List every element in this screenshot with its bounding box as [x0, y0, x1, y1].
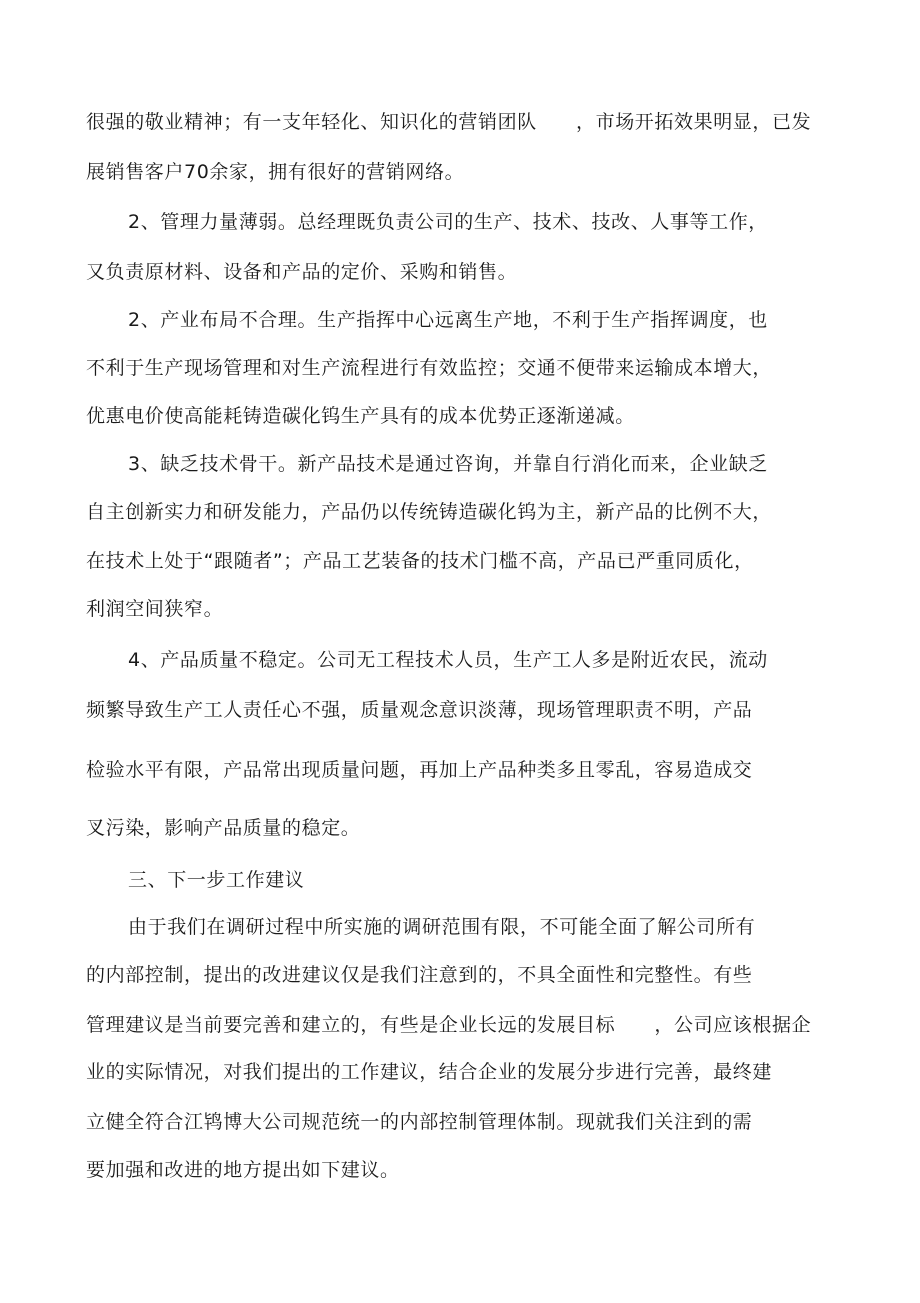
text-line: 2、管理力量薄弱。总经理既负责公司的生产、技术、技改、人事等工作， — [128, 211, 768, 233]
text-line: 立健全符合江鸨博大公司规范统一的内部控制管理体制。现就我们关注到的需 — [86, 1111, 753, 1133]
section-heading: 三、下一步工作建议 — [128, 869, 305, 891]
text-line: 叉污染，影响产品质量的稳定。 — [86, 817, 361, 839]
text-line: 3、缺乏技术骨干。新产品技术是通过咨询，并靠自行消化而来，企业缺乏 — [128, 453, 768, 475]
text-line: 优惠电价使高能耗铸造碳化钨生产具有的成本优势正逐渐递减。 — [86, 405, 635, 427]
text-line: 由于我们在调研过程中所实施的调研范围有限，不可能全面了解公司所有 — [128, 916, 756, 938]
text-line: 2、产业布局不合理。生产指挥中心远离生产地，不利于生产指挥调度，也 — [128, 309, 768, 331]
text-line: 检验水平有限，产品常出现质量问题，再加上产品种类多且零乱，容易造成交 — [86, 759, 753, 781]
text-line: 展销售客户70余家，拥有很好的营销网络。 — [86, 161, 465, 183]
text-line: 的内部控制，提出的改进建议仅是我们注意到的，不具全面性和完整性。有些 — [86, 964, 753, 986]
text-line: 很强的敬业精神；有一支年轻化、知识化的营销团队 ，市场开拓效果明显，已发 — [86, 111, 812, 133]
text-line: 又负责原材料、设备和产品的定价、采购和销售。 — [86, 261, 518, 283]
text-line: 要加强和改进的地方提出如下建议。 — [86, 1159, 400, 1181]
text-line: 不利于生产现场管理和对生产流程进行有效监控；交通不便带来运输成本增大， — [86, 357, 773, 379]
text-line: 业的实际情况，对我们提出的工作建议，结合企业的发展分步进行完善，最终建 — [86, 1061, 773, 1083]
text-line: 频繁导致生产工人责任心不强，质量观念意识淡薄，现场管理职责不明，产品 — [86, 699, 753, 721]
text-line: 在技术上处于“跟随者”；产品工艺装备的技术门槛不高，产品已严重同质化， — [86, 550, 754, 572]
text-line: 4、产品质量不稳定。公司无工程技术人员，生产工人多是附近农民，流动 — [128, 649, 768, 671]
text-line: 管理建议是当前要完善和建立的，有些是企业长远的发展目标 ，公司应该根据企 — [86, 1014, 812, 1036]
text-line: 自主创新实力和研发能力，产品仍以传统铸造碳化钨为主，新产品的比例不大， — [86, 501, 773, 523]
text-line: 利润空间狭窄。 — [86, 598, 224, 620]
